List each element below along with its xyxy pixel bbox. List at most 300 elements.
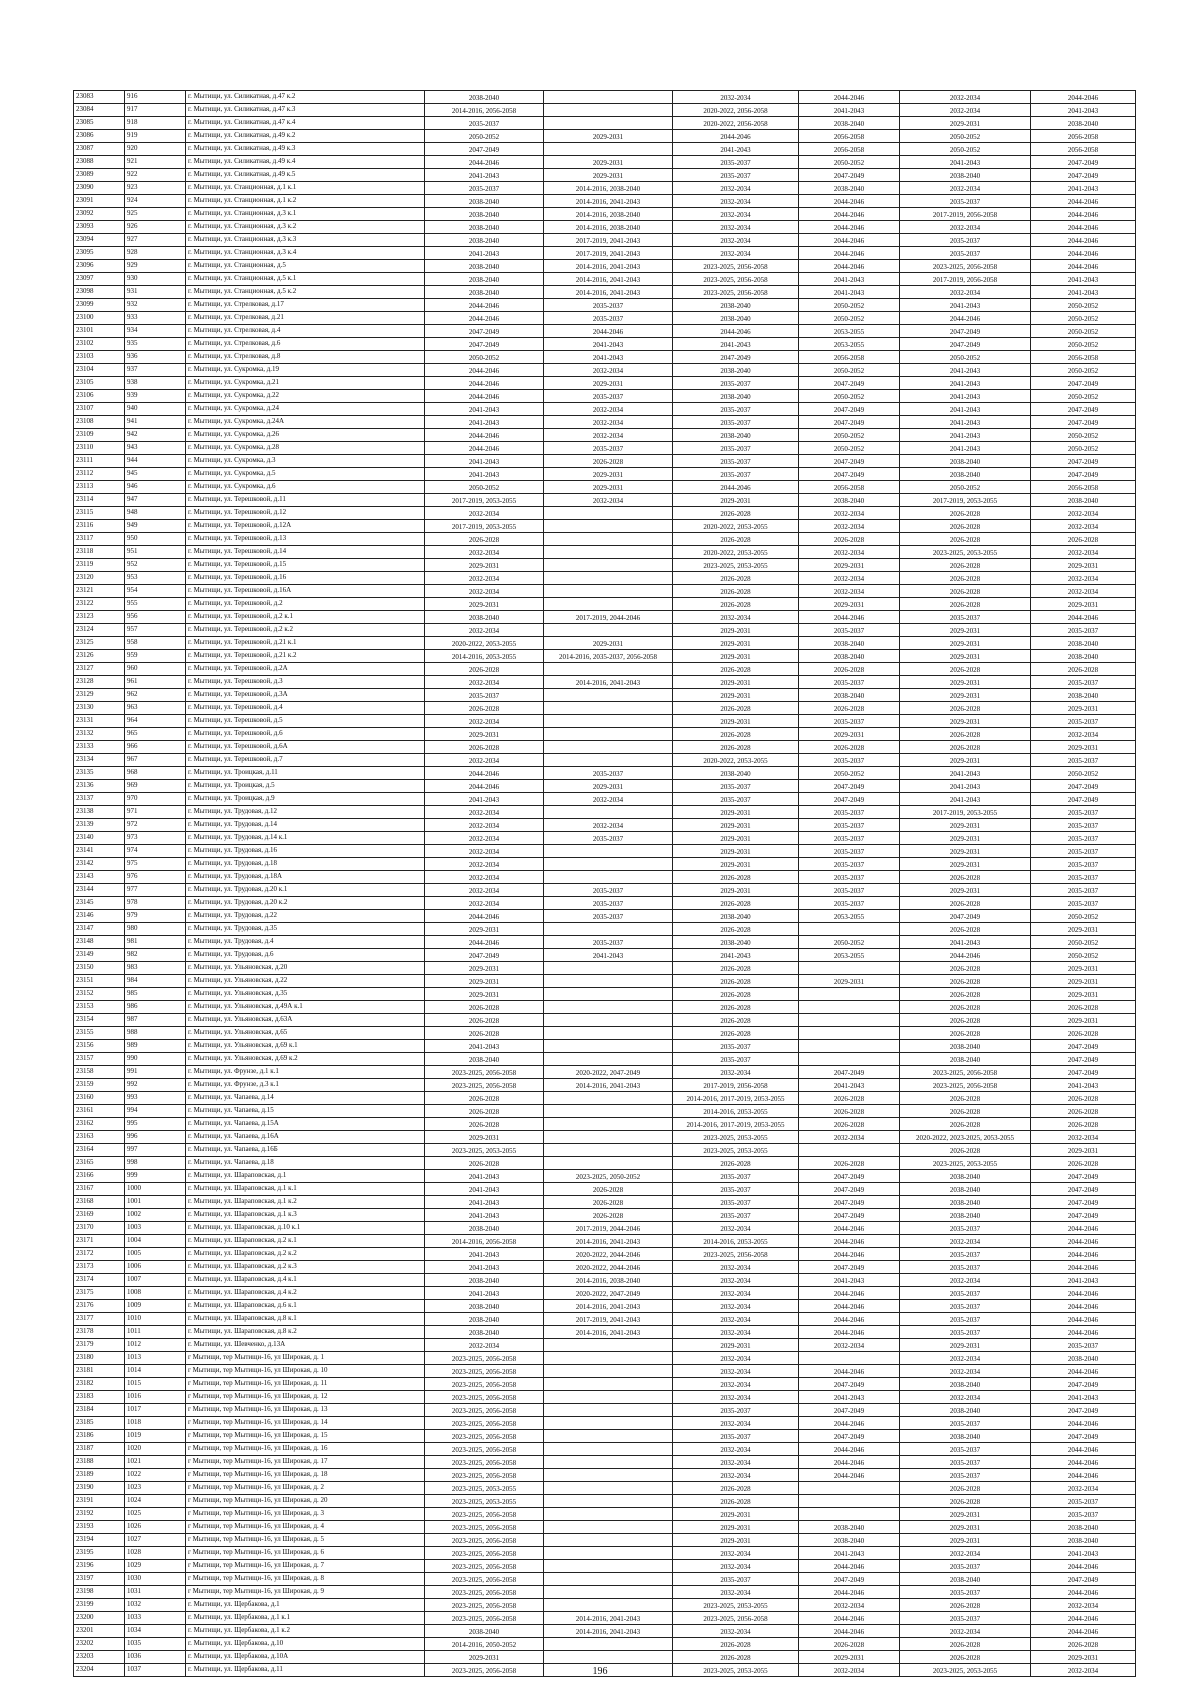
- table-cell: г. Мытищи, ул. Шараповская, д.2 к.3: [186, 1261, 425, 1274]
- table-cell: 23194: [74, 1534, 125, 1547]
- table-row: [74, 1417, 1136, 1430]
- table-cell: 2026-2028: [673, 741, 799, 754]
- table-cell: 2050-2052: [1031, 312, 1136, 325]
- table-cell: 23182: [74, 1378, 125, 1391]
- table-cell: 2029-2031: [425, 598, 544, 611]
- table-row: [74, 754, 1136, 767]
- table-cell: 2026-2028: [900, 1092, 1031, 1105]
- table-cell: 2044-2046: [799, 1235, 900, 1248]
- table-cell: 986: [125, 1001, 186, 1014]
- table-cell: 2038-2040: [900, 1196, 1031, 1209]
- table-cell: [544, 1443, 673, 1456]
- table-row: [74, 1079, 1136, 1092]
- table-cell: 2038-2040: [425, 273, 544, 286]
- table-cell: [544, 1456, 673, 1469]
- table-cell: 2032-2034: [799, 585, 900, 598]
- table-row: [74, 494, 1136, 507]
- table-row: [74, 1560, 1136, 1573]
- table-cell: 917: [125, 104, 186, 117]
- table-cell: 2041-2043: [900, 299, 1031, 312]
- table-cell: 2026-2028: [1031, 1105, 1136, 1118]
- table-cell: г. Мытищи, ул. Сукромка, д.28: [186, 442, 425, 455]
- table-cell: [544, 1053, 673, 1066]
- table-cell: 2014-2016, 2038-2040: [544, 182, 673, 195]
- table-cell: 2056-2058: [1031, 130, 1136, 143]
- table-cell: [544, 1144, 673, 1157]
- table-cell: 2041-2043: [900, 377, 1031, 390]
- table-cell: 2041-2043: [900, 793, 1031, 806]
- table-cell: 927: [125, 234, 186, 247]
- table-row: [74, 1352, 1136, 1365]
- table-cell: 2038-2040: [799, 650, 900, 663]
- table-cell: 2035-2037: [900, 247, 1031, 260]
- table-cell: 2023-2025, 2056-2058: [673, 1248, 799, 1261]
- table-cell: 23089: [74, 169, 125, 182]
- table-cell: 1024: [125, 1495, 186, 1508]
- table-cell: 2026-2028: [799, 1118, 900, 1131]
- table-cell: 2047-2049: [799, 455, 900, 468]
- table-cell: г. Мытищи, ул. Шараповская, д.2 к.1: [186, 1235, 425, 1248]
- table-cell: 2032-2034: [673, 1391, 799, 1404]
- table-cell: 2032-2034: [900, 286, 1031, 299]
- table-cell: г. Мытищи, ул. Сукромка, д.26: [186, 429, 425, 442]
- table-cell: 2053-2055: [799, 338, 900, 351]
- table-cell: 2035-2037: [673, 1170, 799, 1183]
- table-cell: 2041-2043: [425, 1248, 544, 1261]
- table-cell: 1012: [125, 1339, 186, 1352]
- table-cell: г. Мытищи, ул. Терешковой, д.2: [186, 598, 425, 611]
- table-cell: 932: [125, 299, 186, 312]
- table-cell: г. Мытищи, ул. Станционная, д.3 к.1: [186, 208, 425, 221]
- table-cell: 2047-2049: [799, 377, 900, 390]
- table-cell: 2053-2055: [799, 910, 900, 923]
- table-cell: г. Мытищи, ул. Трудовая, д.12: [186, 806, 425, 819]
- table-cell: 23133: [74, 741, 125, 754]
- table-cell: 23111: [74, 455, 125, 468]
- table-cell: 2044-2046: [673, 481, 799, 494]
- table-row: [74, 741, 1136, 754]
- table-cell: [544, 1391, 673, 1404]
- table-cell: 2020-2022, 2047-2049: [544, 1066, 673, 1079]
- table-cell: 2041-2043: [1031, 1547, 1136, 1560]
- table-cell: 2035-2037: [544, 442, 673, 455]
- table-cell: 2035-2037: [799, 819, 900, 832]
- table-row: [74, 871, 1136, 884]
- table-cell: 2047-2049: [799, 1404, 900, 1417]
- table-cell: 2038-2040: [799, 689, 900, 702]
- table-cell: [799, 923, 900, 936]
- table-cell: 2047-2049: [799, 1209, 900, 1222]
- table-cell: 23110: [74, 442, 125, 455]
- table-cell: 2026-2028: [900, 962, 1031, 975]
- table-cell: 1011: [125, 1326, 186, 1339]
- table-cell: 2041-2043: [425, 403, 544, 416]
- table-cell: г. Мытищи, ул. Силикатная, д.49 к.4: [186, 156, 425, 169]
- table-cell: 2032-2034: [673, 247, 799, 260]
- table-cell: г. Мытищи, ул. Трудовая, д.6: [186, 949, 425, 962]
- table-cell: 2050-2052: [799, 767, 900, 780]
- table-cell: 2047-2049: [1031, 793, 1136, 806]
- table-cell: 925: [125, 208, 186, 221]
- table-cell: 2029-2031: [900, 858, 1031, 871]
- table-cell: 2023-2025, 2053-2055: [673, 1599, 799, 1612]
- table-cell: 2038-2040: [425, 91, 544, 104]
- table-cell: 2026-2028: [799, 1157, 900, 1170]
- table-cell: 2014-2016, 2053-2055: [425, 650, 544, 663]
- table-cell: 2029-2031: [900, 650, 1031, 663]
- table-row: [74, 650, 1136, 663]
- table-cell: 2035-2037: [673, 403, 799, 416]
- table-cell: 2035-2037: [900, 1313, 1031, 1326]
- table-cell: 2026-2028: [1031, 663, 1136, 676]
- table-row: [74, 1365, 1136, 1378]
- table-cell: 924: [125, 195, 186, 208]
- table-cell: 1004: [125, 1235, 186, 1248]
- table-cell: 2023-2025, 2056-2058: [673, 1612, 799, 1625]
- table-row: [74, 1274, 1136, 1287]
- table-cell: 23088: [74, 156, 125, 169]
- table-cell: [544, 1430, 673, 1443]
- table-cell: 2041-2043: [1031, 182, 1136, 195]
- table-cell: 2041-2043: [799, 273, 900, 286]
- table-cell: г. Мытищи, ул. Ульяновская, д.20: [186, 962, 425, 975]
- table-cell: 949: [125, 520, 186, 533]
- table-cell: [544, 1521, 673, 1534]
- table-cell: 2032-2034: [900, 104, 1031, 117]
- table-row: [74, 676, 1136, 689]
- table-cell: 23083: [74, 91, 125, 104]
- table-row: [74, 1222, 1136, 1235]
- table-cell: 2044-2046: [900, 949, 1031, 962]
- table-cell: 2026-2028: [425, 741, 544, 754]
- table-cell: 2032-2034: [544, 429, 673, 442]
- table-cell: 2032-2034: [425, 754, 544, 767]
- table-row: [74, 689, 1136, 702]
- table-row: [74, 1339, 1136, 1352]
- table-cell: 2026-2028: [673, 988, 799, 1001]
- table-cell: г. Мытищи, ул. Ульяновская, д.49А к.1: [186, 1001, 425, 1014]
- table-cell: 23114: [74, 494, 125, 507]
- table-cell: 2038-2040: [799, 494, 900, 507]
- table-row: [74, 91, 1136, 104]
- table-cell: г Мытищи, тер Мытищи-16, ул Широкая, д. 11: [186, 1378, 425, 1391]
- table-cell: 2035-2037: [544, 312, 673, 325]
- table-cell: 2032-2034: [900, 1625, 1031, 1638]
- table-cell: г. Мытищи, ул. Щербакова, д.1 к.2: [186, 1625, 425, 1638]
- table-row: [74, 1573, 1136, 1586]
- table-cell: г. Мытищи, ул. Троицкая, д.5: [186, 780, 425, 793]
- table-cell: 2050-2052: [900, 351, 1031, 364]
- table-cell: [544, 728, 673, 741]
- table-cell: 23154: [74, 1014, 125, 1027]
- table-cell: 2029-2031: [544, 780, 673, 793]
- table-cell: 988: [125, 1027, 186, 1040]
- table-cell: 2032-2034: [425, 585, 544, 598]
- table-cell: [544, 624, 673, 637]
- table-cell: 2026-2028: [425, 702, 544, 715]
- table-cell: г. Мытищи, ул. Сукромка, д.22: [186, 390, 425, 403]
- table-cell: 2014-2016, 2041-2043: [544, 1235, 673, 1248]
- table-cell: 2026-2028: [900, 1014, 1031, 1027]
- table-cell: 2035-2037: [1031, 884, 1136, 897]
- table-cell: 2014-2016, 2050-2052: [425, 1638, 544, 1651]
- table-cell: 2035-2037: [1031, 832, 1136, 845]
- table-cell: 2035-2037: [900, 234, 1031, 247]
- table-cell: 2050-2052: [900, 130, 1031, 143]
- table-cell: 2029-2031: [1031, 741, 1136, 754]
- table-cell: [544, 1573, 673, 1586]
- table-cell: 23173: [74, 1261, 125, 1274]
- table-cell: [544, 559, 673, 572]
- table-cell: 2023-2025, 2056-2058: [425, 1430, 544, 1443]
- table-cell: 940: [125, 403, 186, 416]
- table-cell: 2041-2043: [425, 1209, 544, 1222]
- table-cell: 2047-2049: [1031, 156, 1136, 169]
- table-cell: 2038-2040: [1031, 1352, 1136, 1365]
- table-cell: 2044-2046: [799, 1443, 900, 1456]
- table-cell: 2029-2031: [425, 975, 544, 988]
- table-cell: 2029-2031: [544, 481, 673, 494]
- table-cell: [544, 1352, 673, 1365]
- table-cell: 2026-2028: [425, 1118, 544, 1131]
- table-cell: г. Мытищи, ул. Стрелковая, д.8: [186, 351, 425, 364]
- table-cell: 23157: [74, 1053, 125, 1066]
- table-row: [74, 806, 1136, 819]
- table-cell: 2035-2037: [900, 1326, 1031, 1339]
- table-cell: 2026-2028: [1031, 1638, 1136, 1651]
- table-cell: 2023-2025, 2053-2055: [425, 1144, 544, 1157]
- table-cell: [544, 1027, 673, 1040]
- table-cell: г Мытищи, тер Мытищи-16, ул Широкая, д. 18: [186, 1469, 425, 1482]
- table-cell: 2032-2034: [673, 1287, 799, 1300]
- table-cell: 2026-2028: [900, 975, 1031, 988]
- table-cell: г. Мытищи, ул. Чапаева, д.15: [186, 1105, 425, 1118]
- table-cell: 2023-2025, 2056-2058: [425, 1417, 544, 1430]
- table-cell: 23139: [74, 819, 125, 832]
- table-cell: 2038-2040: [900, 455, 1031, 468]
- table-cell: 971: [125, 806, 186, 819]
- table-cell: 2035-2037: [673, 1183, 799, 1196]
- table-cell: 2017-2019, 2056-2058: [673, 1079, 799, 1092]
- table-cell: 2038-2040: [799, 1521, 900, 1534]
- table-cell: 23094: [74, 234, 125, 247]
- table-cell: 2035-2037: [799, 845, 900, 858]
- table-cell: 2038-2040: [900, 1404, 1031, 1417]
- table-cell: г. Мытищи, ул. Терешковой, д.2 к.2: [186, 624, 425, 637]
- table-row: [74, 390, 1136, 403]
- table-cell: 2026-2028: [900, 520, 1031, 533]
- table-cell: г. Мытищи, ул. Ульяновская, д.63А: [186, 1014, 425, 1027]
- table-cell: 1000: [125, 1183, 186, 1196]
- table-cell: 2026-2028: [799, 1105, 900, 1118]
- table-cell: 2026-2028: [673, 1638, 799, 1651]
- table-cell: 2014-2016, 2041-2043: [544, 1326, 673, 1339]
- table-cell: 2029-2031: [900, 637, 1031, 650]
- table-row: [74, 377, 1136, 390]
- table-cell: г. Мытищи, ул. Шараповская, д.2 к.2: [186, 1248, 425, 1261]
- table-cell: г. Мытищи, ул. Силикатная, д.47 к.3: [186, 104, 425, 117]
- table-cell: 928: [125, 247, 186, 260]
- table-row: [74, 1404, 1136, 1417]
- table-cell: 2044-2046: [1031, 1625, 1136, 1638]
- table-row: [74, 845, 1136, 858]
- table-cell: 23172: [74, 1248, 125, 1261]
- table-cell: 2026-2028: [544, 1183, 673, 1196]
- table-cell: 2032-2034: [544, 403, 673, 416]
- table-cell: 2026-2028: [799, 663, 900, 676]
- table-cell: 23178: [74, 1326, 125, 1339]
- table-cell: 23152: [74, 988, 125, 1001]
- table-cell: 2056-2058: [799, 351, 900, 364]
- table-cell: 2032-2034: [673, 1586, 799, 1599]
- table-cell: 23153: [74, 1001, 125, 1014]
- table-row: [74, 1118, 1136, 1131]
- table-cell: 1037: [125, 1664, 186, 1677]
- table-cell: 2044-2046: [1031, 1560, 1136, 1573]
- table-cell: 2032-2034: [673, 1378, 799, 1391]
- table-cell: 2032-2034: [425, 572, 544, 585]
- table-cell: 2029-2031: [1031, 559, 1136, 572]
- table-cell: г. Мытищи, ул. Терешковой, д.14: [186, 546, 425, 559]
- table-cell: 2035-2037: [1031, 624, 1136, 637]
- table-cell: 2023-2025, 2056-2058: [900, 1079, 1031, 1092]
- table-cell: 1009: [125, 1300, 186, 1313]
- table-cell: 2038-2040: [673, 767, 799, 780]
- table-cell: 2038-2040: [673, 364, 799, 377]
- table-cell: 976: [125, 871, 186, 884]
- table-cell: 23197: [74, 1573, 125, 1586]
- table-cell: 2044-2046: [425, 156, 544, 169]
- table-cell: 2029-2031: [425, 1131, 544, 1144]
- table-cell: г. Мытищи, ул. Трудовая, д.14: [186, 819, 425, 832]
- table-cell: 2038-2040: [425, 1625, 544, 1638]
- table-cell: 2026-2028: [673, 923, 799, 936]
- table-cell: 2044-2046: [799, 1222, 900, 1235]
- table-cell: 2041-2043: [673, 143, 799, 156]
- table-cell: 2026-2028: [1031, 1092, 1136, 1105]
- table-cell: г. Мытищи, ул. Фрунзе, д.3 к.1: [186, 1079, 425, 1092]
- table-row: [74, 598, 1136, 611]
- table-cell: 2044-2046: [425, 936, 544, 949]
- table-cell: 2032-2034: [799, 572, 900, 585]
- table-cell: [544, 689, 673, 702]
- table-cell: 2026-2028: [425, 1105, 544, 1118]
- table-cell: 23149: [74, 949, 125, 962]
- table-cell: 2032-2034: [673, 1352, 799, 1365]
- table-cell: 1013: [125, 1352, 186, 1365]
- table-cell: 2032-2034: [799, 1599, 900, 1612]
- table-cell: 2026-2028: [900, 585, 1031, 598]
- table-cell: 2050-2052: [1031, 338, 1136, 351]
- table-cell: 2032-2034: [673, 1417, 799, 1430]
- table-cell: 2029-2031: [1031, 923, 1136, 936]
- table-cell: 2026-2028: [673, 1495, 799, 1508]
- table-cell: 2041-2043: [425, 455, 544, 468]
- table-cell: г. Мытищи, ул. Терешковой, д.21 к.1: [186, 637, 425, 650]
- table-cell: 2044-2046: [799, 1586, 900, 1599]
- table-cell: 2014-2016, 2041-2043: [544, 676, 673, 689]
- table-row: [74, 585, 1136, 598]
- table-row: [74, 715, 1136, 728]
- table-cell: 2026-2028: [1031, 1157, 1136, 1170]
- table-cell: 2023-2025, 2056-2058: [425, 1599, 544, 1612]
- table-cell: г. Мытищи, ул. Щербакова, д.11: [186, 1664, 425, 1677]
- table-row: [74, 936, 1136, 949]
- table-cell: 996: [125, 1131, 186, 1144]
- table-row: [74, 1053, 1136, 1066]
- table-cell: г. Мытищи, ул. Щербакова, д.10: [186, 1638, 425, 1651]
- table-cell: 2038-2040: [900, 1170, 1031, 1183]
- table-cell: 2026-2028: [544, 455, 673, 468]
- table-cell: 2032-2034: [425, 507, 544, 520]
- table-cell: 2026-2028: [900, 1105, 1031, 1118]
- table-cell: 2041-2043: [1031, 1274, 1136, 1287]
- table-cell: г Мытищи, тер Мытищи-16, ул Широкая, д. 13: [186, 1404, 425, 1417]
- schedule-table: [73, 90, 1136, 1677]
- table-cell: 2020-2022, 2023-2025, 2053-2055: [900, 1131, 1031, 1144]
- table-cell: 2041-2043: [425, 1040, 544, 1053]
- table-cell: 2035-2037: [1031, 715, 1136, 728]
- table-cell: 2041-2043: [1031, 1079, 1136, 1092]
- table-cell: 23204: [74, 1664, 125, 1677]
- table-cell: 1028: [125, 1547, 186, 1560]
- table-cell: 2041-2043: [425, 1261, 544, 1274]
- table-cell: 23096: [74, 260, 125, 273]
- table-cell: 2044-2046: [425, 377, 544, 390]
- table-cell: г. Мытищи, ул. Терешковой, д.7: [186, 754, 425, 767]
- table-cell: г. Мытищи, ул. Сукромка, д.24: [186, 403, 425, 416]
- table-cell: 967: [125, 754, 186, 767]
- table-cell: 23087: [74, 143, 125, 156]
- table-cell: 941: [125, 416, 186, 429]
- table-row: [74, 832, 1136, 845]
- table-cell: 23192: [74, 1508, 125, 1521]
- table-cell: 2032-2034: [425, 871, 544, 884]
- table-cell: 2029-2031: [673, 819, 799, 832]
- table-cell: 2035-2037: [1031, 754, 1136, 767]
- table-cell: 2014-2016, 2056-2058: [425, 104, 544, 117]
- table-cell: 2035-2037: [544, 299, 673, 312]
- table-row: [74, 364, 1136, 377]
- table-cell: 23121: [74, 585, 125, 598]
- table-cell: 2044-2046: [799, 1326, 900, 1339]
- table-cell: 2026-2028: [900, 663, 1031, 676]
- table-cell: 23141: [74, 845, 125, 858]
- table-cell: [544, 1378, 673, 1391]
- table-cell: 23151: [74, 975, 125, 988]
- table-cell: 2026-2028: [799, 533, 900, 546]
- table-cell: 23198: [74, 1586, 125, 1599]
- table-cell: г Мытищи, тер Мытищи-16, ул Широкая, д. 9: [186, 1586, 425, 1599]
- table-cell: 2014-2016, 2056-2058: [425, 1235, 544, 1248]
- table-cell: 2044-2046: [1031, 195, 1136, 208]
- table-cell: 2023-2025, 2053-2055: [900, 546, 1031, 559]
- table-cell: [544, 1404, 673, 1417]
- table-cell: 23176: [74, 1300, 125, 1313]
- table-cell: [544, 871, 673, 884]
- table-cell: 2029-2031: [673, 806, 799, 819]
- table-cell: г Мытищи, тер Мытищи-16, ул Широкая, д. 2: [186, 1482, 425, 1495]
- table-cell: 23202: [74, 1638, 125, 1651]
- table-cell: 929: [125, 260, 186, 273]
- table-cell: 2014-2016, 2053-2055: [673, 1235, 799, 1248]
- table-cell: 2041-2043: [799, 1274, 900, 1287]
- table-cell: 2047-2049: [425, 325, 544, 338]
- table-row: [74, 637, 1136, 650]
- table-cell: 2032-2034: [799, 1131, 900, 1144]
- table-cell: 1021: [125, 1456, 186, 1469]
- table-cell: 2035-2037: [673, 793, 799, 806]
